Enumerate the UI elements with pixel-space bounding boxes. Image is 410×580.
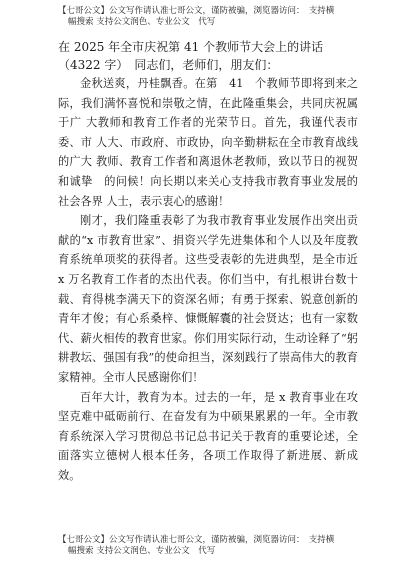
top-watermark-banner xyxy=(58,6,358,28)
paragraph-1: 金秋送爽，丹桂飘香。在第 41 个教师节即将到来之际，我们满怀喜悦和崇敬之情，在此隆重集会，共同庆祝属于广 大教师和教育工作者的光荣节日。首先，我谨代表市委、市 人大、市政府、市政协，向辛勤耕耘在全市教育战线的广大 教师、教育工作者和离退休老教师，致以节日的视贺和诚挚 的问候！向长期以来关心支持我市教育事业发展的社会各界 人士，表示衷心的感谢！ xyxy=(58,77,358,208)
document-title: 在 2025 年全市庆祝第 41 个教师节大会上的讲话（4322 字） 同志们，老师们，朋友们： xyxy=(58,40,324,72)
document-body xyxy=(58,38,358,485)
paragraph-3: 百年大计，教育为本。过去的一年，是 x 教育事业在攻坚克难中砥砺前行、在奋发有为中硕果累累的一年。全市教育系统深入学习贯彻总书记总书记关于教育的重要论述，全面落实立德树人根本任务，各项工作取得了新进展、新成效。 xyxy=(58,390,358,482)
paragraph-2: 刚才，我们隆重表彰了为我市教育事业发展作出突出贡献的“x 市教育世家”、捐资兴学先进集体和个人以及年度教育系统单项奖的获得者。这些受表彰的先进典型，是全市近 x 万名教育工作者的杰出代表。你们当中，有扎根讲台数十载、育得桃李满天下的资深名师；有勇于探索、锐意创新的青年才俊；有心系桑梓、慷慨解囊的社会贤达；也有一家数代、薪火相传的教育世家。你们用实际行动，生动诠释了“躬耕教坛、强国有我”的使命担当，深刻践行了崇高伟大的教育家精神。全市人民感谢你们！ xyxy=(58,214,358,384)
banner-line-1: 【七哥公文】公文写作请认准七哥公文，谨防被骗，浏览器访问： 支持横 xyxy=(58,6,335,16)
footer-line-1: 【七哥公文】公文写作请认准七哥公文，谨防被骗，浏览器访问： 支持横 xyxy=(58,535,335,545)
banner-line-2: 幅搜索 支持公文润色、专业公文 代写 xyxy=(68,17,216,27)
footer-line-2: 幅搜索 支持公文润色、专业公文 代写 xyxy=(68,546,216,556)
bottom-watermark-banner xyxy=(58,535,358,557)
